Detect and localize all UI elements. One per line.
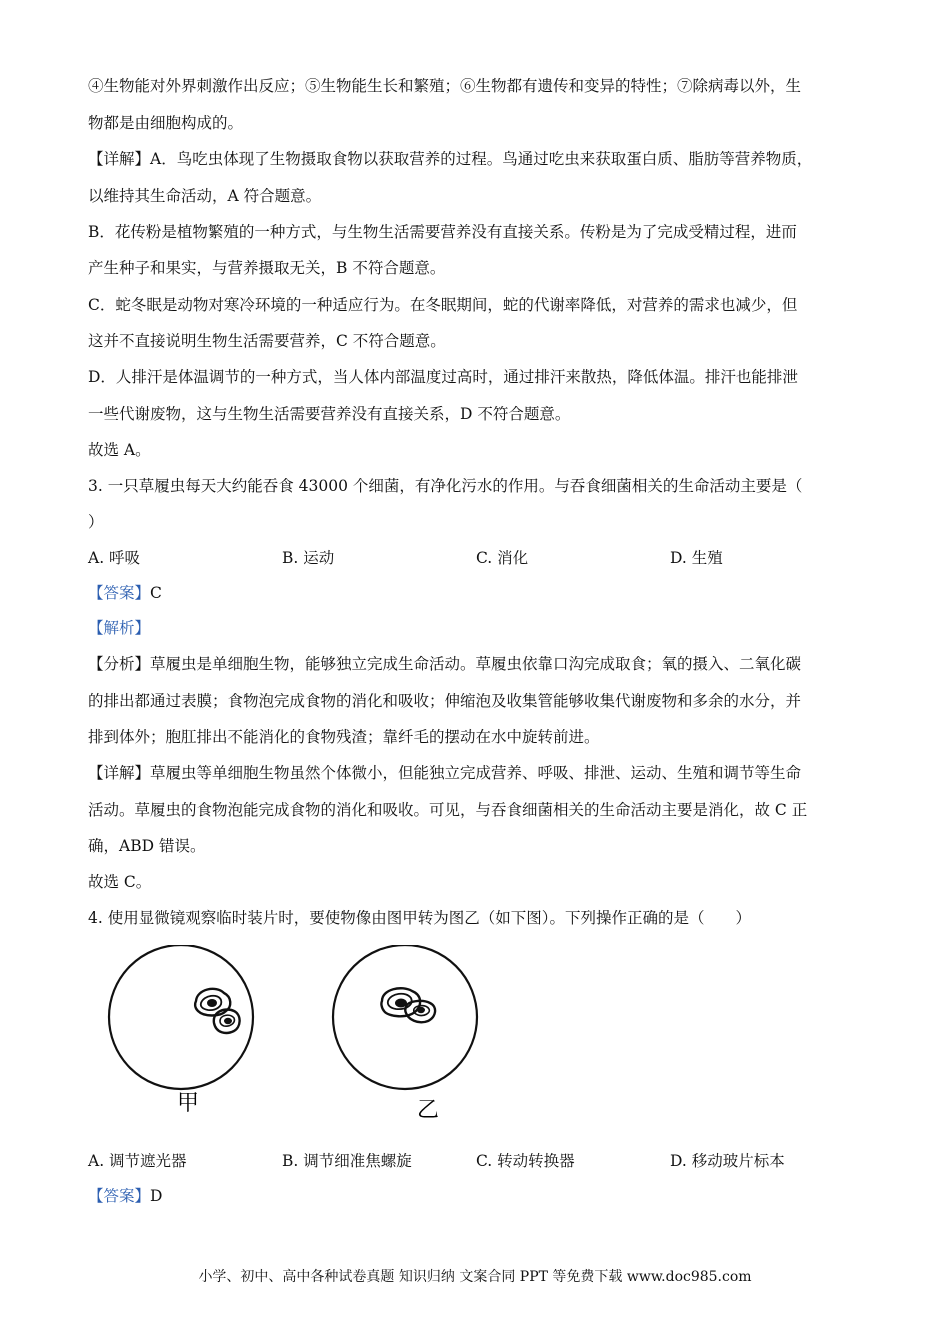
field-of-view-jia [109,945,253,1089]
microscope-figure [100,945,500,1135]
text-line: B．花传粉是植物繁殖的一种方式，与生物生活需要营养没有直接关系。传粉是为了完成受精过程，进而 [88,223,797,241]
q4-option-a: A. 调节遮光器 [88,1152,187,1170]
q3-option-c: C. 消化 [476,549,529,567]
text-line: D．人排汗是体温调节的一种方式，当人体内部温度过高时，通过排汗来散热，降低体温。排汗也能排泄 [88,368,798,386]
q4-option-d: D. 移动玻片标本 [670,1152,785,1170]
text-line: 排到体外；胞肛排出不能消化的食物残渣；靠纤毛的摆动在水中旋转前进。 [88,728,600,746]
text-line: 一些代谢废物，这与生物生活需要营养没有直接关系，D 不符合题意。 [88,405,571,423]
text-line: 故选 A。 [88,441,151,459]
text-line: 的排出都通过表膜；食物泡完成食物的消化和吸收；伸缩泡及收集管能够收集代谢废物和多余的水分，并 [88,692,802,710]
question-3-stem: 3. 一只草履虫每天大约能吞食 43000 个细菌，有净化污水的作用。与吞食细菌相关的生命活动主要是（ [88,477,803,495]
text-line: 产生种子和果实，与营养摄取无关，B 不符合题意。 [88,259,446,277]
q4-option-b: B. 调节细准焦螺旋 [282,1152,412,1170]
text-line: 这并不直接说明生物生活需要营养，C 不符合题意。 [88,332,446,350]
text-line: 活动。草履虫的食物泡能完成食物的消化和吸收。可见，与吞食细菌相关的生命活动主要是消化，故 C 正 [88,801,808,819]
text-line: 【详解】A．鸟吃虫体现了生物摄取食物以获取营养的过程。鸟通过吃虫来获取蛋白质、脂肪等营养物质， [88,150,813,168]
page-footer: 小学、初中、高中各种试卷真题 知识归纳 文案合同 PPT 等免费下载 www.doc985.com [198,1269,752,1285]
text-line: 故选 C。 [88,873,152,891]
text-line: 确，ABD 错误。 [88,837,206,855]
question-3-stem-end: ） [88,513,104,531]
q3-option-b: B. 运动 [282,549,335,567]
text-line: ④生物能对外界刺激作出反应；⑤生物能生长和繁殖；⑥生物都有遗传和变异的特性；⑦除病毒以外，生 [88,77,802,95]
q4-option-c: C. 转动转换器 [476,1152,575,1170]
answer-label: 【答案】 [88,1187,151,1205]
figure-label-yi: 乙 [416,1098,440,1123]
q3-answer [88,575,868,611]
answer-value: C [150,584,162,602]
text-line: 【分析】草履虫是单细胞生物，能够独立完成生命活动。草履虫依靠口沟完成取食；氧的摄入、二氧化碳 [88,655,802,673]
answer-label: 【答案】 [88,584,151,602]
q3-analysis-label: 【解析】 [88,619,151,637]
q4-answer [88,1178,868,1214]
cell-pair-yi [381,988,435,1022]
cell-pair-jia [195,989,240,1033]
text-line: 物都是由细胞构成的。 [88,114,244,132]
figure-label-jia: 甲 [176,1091,200,1116]
text-line: C．蛇冬眠是动物对寒冷环境的一种适应行为。在冬眠期间，蛇的代谢率降低，对营养的需求也减少，但 [88,296,798,314]
answer-value: D [150,1187,163,1205]
q3-option-d: D. 生殖 [670,549,723,567]
text-line: 【详解】草履虫等单细胞生物虽然个体微小，但能独立完成营养、呼吸、排泄、运动、生殖和调节等生命 [88,764,802,782]
text-line: 以维持其生命活动，A 符合题意。 [88,187,322,205]
question-4-stem: 4. 使用显微镜观察临时装片时，要使物像由图甲转为图乙（如下图）。下列操作正确的是（ ） [88,909,751,927]
q3-option-a: A. 呼吸 [88,549,141,567]
